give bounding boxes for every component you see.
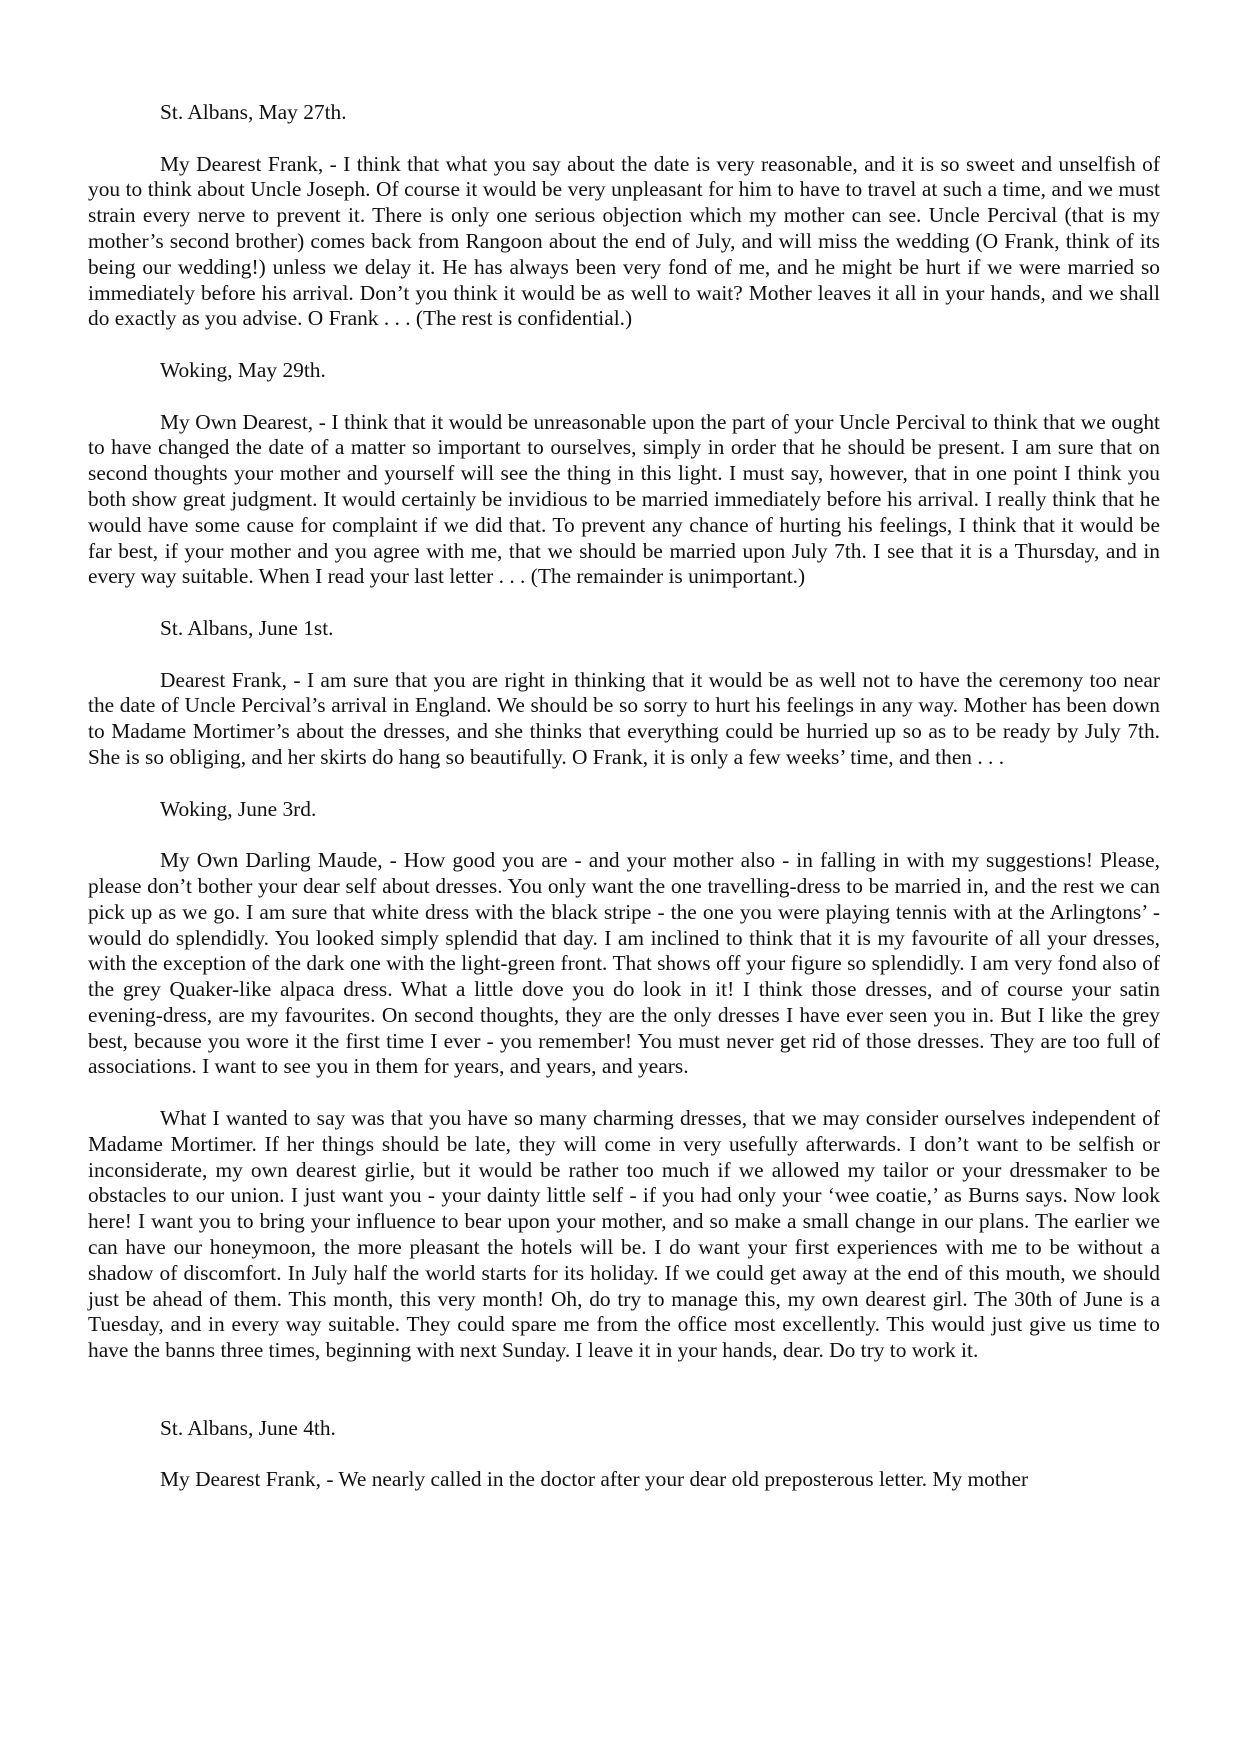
letter-paragraph: Dearest Frank, - I am sure that you are right in thinking that it would be as well not to have the ceremony too near the date of Uncle Percival’s arrival in England. We should be so sorry to hurt his feelings in any way. Mother has been down to Madame Mortimer’s about the dresses, and she thinks that everything could be hurried up so as to be ready by July 7th. She is so obliging, and her skirts do hang so beautifully. O Frank, it is only a few weeks’ time, and then . . . bbox=[88, 667, 1160, 769]
letter-heading: St. Albans, June 1st. bbox=[160, 615, 334, 640]
letter-page bbox=[88, 100, 1160, 1519]
letter-heading: Woking, May 29th. bbox=[160, 357, 326, 382]
letter-paragraph: My Own Dearest, - I think that it would be unreasonable upon the part of your Uncle Percival to think that we ought to have changed the date of a matter so important to ourselves, simply in order that he should be present. I am sure that on second thoughts your mother and yourself will see the thing in this light. I must say, however, that in one point I think you both show great judgment. It would certainly be invidious to be married immediately before his arrival. I really think that he would have some cause for complaint if we did that. To prevent any chance of hurting his feelings, I think that it would be far best, if your mother and you agree with me, that we should be married upon July 7th. I see that it is a Thursday, and in every way suitable. When I read your last letter . . . (The remainder is unimportant.) bbox=[88, 409, 1160, 589]
section-gap bbox=[88, 1390, 1160, 1416]
letter-heading: Woking, June 3rd. bbox=[160, 796, 317, 821]
letter-heading: St. Albans, June 4th. bbox=[160, 1415, 336, 1440]
letter-paragraph: My Dearest Frank, - I think that what you say about the date is very reasonable, and it is so sweet and unselfish of you to think about Uncle Joseph. Of course it would be very unpleasant for him to have to travel at such a time, and we must strain every nerve to prevent it. There is only one serious objection which my mother can see. Uncle Percival (that is my mother’s second brother) comes back from Rangoon about the end of July, and will miss the wedding (O Frank, think of its being our wedding!) unless we delay it. He has always been very fond of me, and he might be hurt if we were married so immediately before his arrival. Don’t you think it would be as well to wait? Mother leaves it all in your hands, and we shall do exactly as you advise. O Frank . . . (The rest is confidential.) bbox=[88, 151, 1160, 331]
letter-paragraph: My Own Darling Maude, - How good you are - and your mother also - in falling in with my suggestions! Please, please don’t bother your dear self about dresses. You only want the one travelling-dress to be married in, and the rest we can pick up as we go. I am sure that white dress with the black stripe - the one you were playing tennis with at the Arlingtons’ - would do splendidly. You looked simply splendid that day. I am inclined to think that it is my favourite of all your dresses, with the exception of the dark one with the light-green front. That shows off your figure so splendidly. I am very fond also of the grey Quaker-like alpaca dress. What a little dove you do look in it! I think those dresses, and of course your satin evening-dress, are my favourites. On second thoughts, they are the only dresses I have ever seen you in. But I like the grey best, because you wore it the first time I ever - you remember! You must never get rid of those dresses. They are too full of associations. I want to see you in them for years, and years, and years. bbox=[88, 848, 1160, 1079]
letter-heading: St. Albans, May 27th. bbox=[160, 100, 347, 124]
letter-paragraph: My Dearest Frank, - We nearly called in the doctor after your dear old preposterous letter. My mother bbox=[160, 1467, 1029, 1492]
letter-paragraph: What I wanted to say was that you have so many charming dresses, that we may consider ourselves independent of Madame Mortimer. If her things should be late, they will come in very usefully afterwards. I don’t want to be selfish or inconsiderate, my own dearest girlie, but it would be rather too much if we allowed my tailor or your dressmaker to be obstacles to our union. I just want you - your dainty little self - if you had only your ‘wee coatie,’ as Burns says. Now look here! I want you to bring your influence to bear upon your mother, and so make a small change in our plans. The earlier we can have our honeymoon, the more pleasant the hotels will be. I do want your first experiences with me to be without a shadow of discomfort. In July half the world starts for its holiday. If we could get away at the end of this mouth, we should just be ahead of them. This month, this very month! Oh, do try to manage this, my own dearest girl. The 30th of June is a Tuesday, and in every way suitable. They could spare me from the office most excellently. This would just give us time to have the banns three times, beginning with next Sunday. I leave it in your hands, dear. Do try to work it. bbox=[88, 1106, 1160, 1363]
